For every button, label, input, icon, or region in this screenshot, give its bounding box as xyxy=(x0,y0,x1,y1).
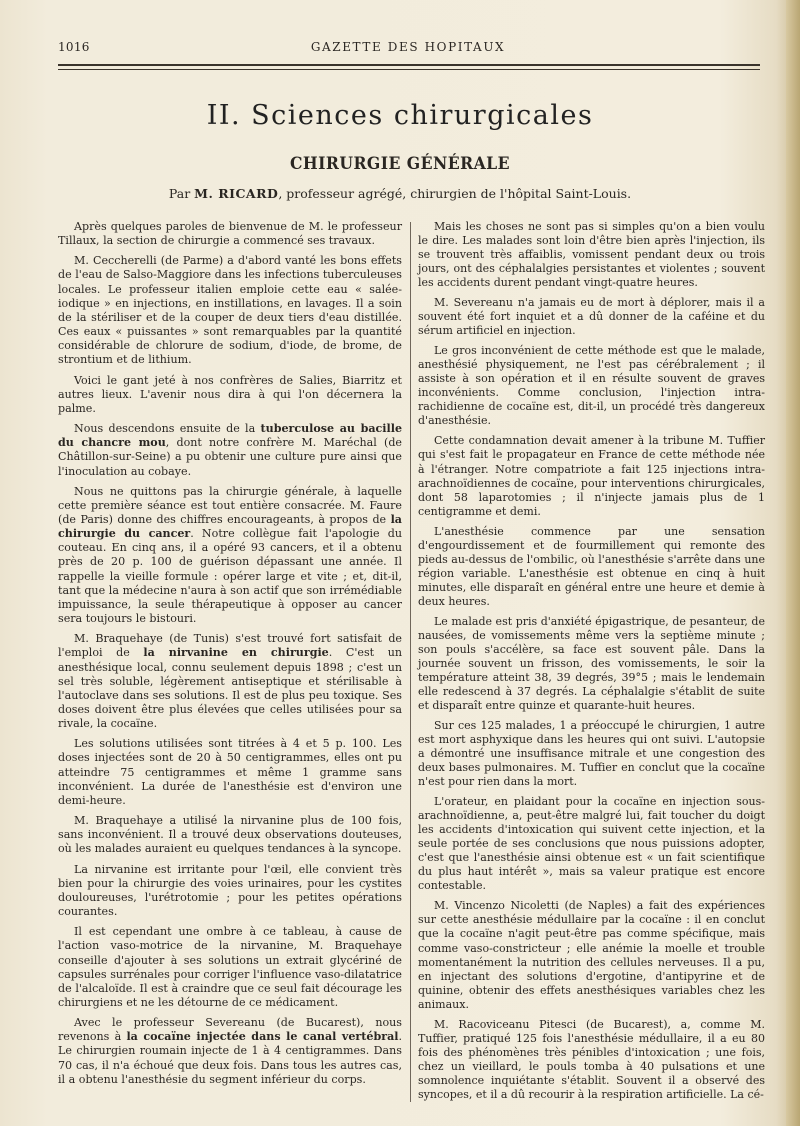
page-edge xyxy=(786,0,800,1126)
paragraph-text: . Le chirurgien roumain injecte de 1 à 4 centigrammes. Dans 70 cas, il n'a échoué que deux fois. Dans tous les autres cas, il a obtenu l'anesthésie du segment inférieur du corps. xyxy=(58,1030,402,1086)
paragraph-text: Nous ne quittons pas la chirurgie générale, à laquelle cette première séance est tout entière consacrée. M. Faure (de Paris) donne des chiffres encourageants, à propos de xyxy=(58,484,402,526)
paragraph-bold-topic: la nirvanine en chirurgie xyxy=(143,646,329,660)
journal-title: GAZETTE DES HOPITAUX xyxy=(310,40,506,54)
byline-affiliation: , professeur agrégé, chirurgien de l'hôpital Saint-Louis. xyxy=(278,186,632,201)
paragraph: M. Severeanu n'a jamais eu de mort à déplorer, mais il a souvent été fort inquiet et a dû donner de la caféine et du sérum artificiel en injection. xyxy=(418,296,765,338)
paragraph: La nirvanine est irritante pour l'œil, elle convient très bien pour la chirurgie des voies urinaires, pour les cystites douloureuses, l'urétrotomie ; pour les petites opérations courantes. xyxy=(58,862,402,919)
paragraph: M. Racoviceanu Pitesci (de Bucarest), a, comme M. Tuffier, pratiqué 125 fois l'anesthésie médullaire, il a eu 80 fois des phénomènes très pénibles d'intoxication ; une fois, chez un vieillard, le pouls tomba à 40 pulsations et une somnolence inquiétante s'établit. Souvent il a observé des syncopes, et il a dû recourir à la respiration artificielle. La cé- xyxy=(418,1017,765,1101)
paragraph-text: , dont notre confrère M. Maréchal (de Châtillon-sur-Seine) a pu obtenir une culture pure ainsi que l'inoculation au cobaye. xyxy=(58,436,403,478)
paragraph-text: Nous descendons ensuite de la xyxy=(74,422,261,436)
paragraph xyxy=(58,632,402,731)
running-header xyxy=(58,40,778,58)
paragraph-text: . C'est un anesthésique local, connu seulement depuis 1898 ; c'est un sel très soluble, légèrement antiseptique et stérilisable à l'autoclave dans ses solutions. Il est de plus peu toxique. Ses doses doivent être plus élevées que celles utilisées pour sa rivale, la cocaïne. xyxy=(58,646,402,731)
paragraph-text: Avec le professeur Severeanu (de Bucarest), nous revenons à xyxy=(58,1016,402,1044)
paragraph-bold-topic: tuberculose au bacille du chancre mou xyxy=(58,422,403,450)
paragraph: Mais les choses ne sont pas si simples qu'on a bien voulu le dire. Les malades sont loin d'être bien après l'injection, ils se trouvent très affaiblis, vomissent pendant deux ou trois jours, ont des céphalalgies persistantes et violentes ; souvent les accidents durent pendant vingt-quatre heures. xyxy=(418,220,765,290)
header-rule-thick xyxy=(58,64,760,66)
paragraph xyxy=(58,1016,402,1087)
paragraph: Il est cependant une ombre à ce tableau, à cause de l'action vaso-motrice de la nirvanine, M. Braquehaye conseille d'ajouter à ses solutions un extrait glycériné de capsules surrénales pour corriger l'influence vaso-dilatatrice de l'alcaloïde. Il est à craindre que ce seul fait décourage les chirurgiens et ne les détourne de ce médicament. xyxy=(58,925,402,1009)
paragraph: M. Vincenzo Nicoletti (de Naples) a fait des expériences sur cette anesthésie médullaire par la cocaïne : il en conclut que la cocaïne n'agit peut-être pas comme spécifique, mais comme vaso-constricteur ; elle anémie la moelle et trouble momentanément la nutrition des cellules nerveuses. Il a pu, en injectant des solutions d'ergotine, d'antipyrine et de quinine, obtenir des effets anesthésiques variables chez les animaux. xyxy=(418,899,765,1011)
paragraph xyxy=(58,422,402,479)
paragraph: L'anesthésie commence par une sensation d'engourdissement et de fourmillement qui remonte des pieds au-dessus de l'ombilic, où l'anesthésie s'arrête dans une région variable. L'anesthésie est obtenue en cinq à huit minutes, elle disparaît en général entre une heure et demie à deux heures. xyxy=(418,524,765,608)
paragraph: Après quelques paroles de bienvenue de M. le professeur Tillaux, la section de chirurgie a commencé ses travaux. xyxy=(58,220,402,248)
right-column xyxy=(418,220,765,1108)
paragraph: Voici le gant jeté à nos confrères de Salies, Biarritz et autres lieux. L'avenir nous dira à qui l'on décernera la palme. xyxy=(58,373,402,415)
section-title: II. Sciences chirurgicales xyxy=(206,100,594,131)
paragraph: Le malade est pris d'anxiété épigastrique, de pesanteur, de nausées, de vomissements même vers la septième minute ; son pouls s'accélère, sa face est souvent pâle. Dans la journée souvent un frisson, des vomissements, le soir la température atteint 38, 39 degrés, 39°5 ; mais le lendemain elle redescend à 37 degrés. La céphalalgie s'établit de suite et disparaît entre quinze et quarante-huit heures. xyxy=(418,614,765,712)
paragraph xyxy=(58,485,402,627)
header-rule-thin xyxy=(58,69,760,70)
paragraph-text: . Notre collègue fait l'apologie du couteau. En cinq ans, il a opéré 93 cancers, et il a obtenu près de 20 p. 100 de guérison dépassant une année. Il rappelle la vieille formule : opérer large et vite ; et, dit-il, tant que la médecine n'aura à son actif que son irrémédiable impuissance, la seule thérapeutique à opposer au cancer sera toujours le bistouri. xyxy=(58,527,402,626)
byline-author: M. RICARD xyxy=(194,186,279,201)
paragraph: Sur ces 125 malades, 1 a préoccupé le chirurgien, 1 autre est mort asphyxique dans les heures qui ont suivi. L'autopsie a démontré une insuffisance mitrale et une congestion des deux bases pulmonaires. M. Tuffier en conclut que la cocaïne n'est pour rien dans la mort. xyxy=(418,719,765,789)
paragraph: M. Ceccherelli (de Parme) a d'abord vanté les bons effets de l'eau de Salso-Maggiore dans les infections tuberculeuses locales. Le professeur italien emploie cette eau « salée-iodique » en injections, en instillations, en lavages. Il a soin de la stériliser et de la couper de deux tiers d'eau distillée. Ces eaux « puissantes » sont remarquables par la quantité considérable de chlorure de sodium, d'iode, de brome, de strontium et de lithium. xyxy=(58,254,402,367)
column-divider xyxy=(410,222,411,1102)
paragraph-bold-topic: la cocaïne injectée dans le canal vertébral xyxy=(126,1030,399,1044)
left-column xyxy=(58,220,402,1093)
paragraph: Les solutions utilisées sont titrées à 4 et 5 p. 100. Les doses injectées sont de 20 à 50 centigrammes, elles ont pu atteindre 75 centigrammes et même 1 gramme sans inconvénient. La durée de l'anesthésie est d'environ une demi-heure. xyxy=(58,737,402,807)
byline-prefix: Par xyxy=(168,186,191,201)
byline xyxy=(0,186,800,201)
article-subtitle: CHIRURGIE GÉNÉRALE xyxy=(289,154,511,174)
paragraph: L'orateur, en plaidant pour la cocaïne en injection sous-arachnoïdienne, a, peut-être malgré lui, fait toucher du doigt les accidents d'intoxication qui suivent cette injection, et la seule portée de ses conclusions que nous puissions adopter, c'est que l'anesthésie ainsi obtenue est « un fait scientifique du plus haut intérêt », mais sa valeur pratique est encore contestable. xyxy=(418,795,765,893)
page-number: 1016 xyxy=(58,40,90,54)
paragraph: Cette condamnation devait amener à la tribune M. Tuffier qui s'est fait le propagateur en France de cette méthode née à l'étranger. Notre compatriote a fait 125 injections intra-arachnoïdiennes de cocaïne, pour interventions chirurgicales, dont 58 laparotomies ; il n'injecte jamais plus de 1 centigramme et demi. xyxy=(418,434,765,518)
paragraph: Le gros inconvénient de cette méthode est que le malade, anesthésié physiquement, ne l'est pas cérébralement ; il assiste à son opération et il en résulte souvent de graves inconvénients. Comme conclusion, l'injection intra-rachidienne de cocaïne est, dit-il, un procédé très dangereux d'anesthésie. xyxy=(418,344,765,428)
paragraph-text: M. Braquehaye (de Tunis) s'est trouvé fort satisfait de l'emploi de xyxy=(58,632,402,660)
paragraph: M. Braquehaye a utilisé la nirvanine plus de 100 fois, sans inconvénient. Il a trouvé deux observations douteuses, où les malades auraient eu quelques tendances à la syncope. xyxy=(58,814,402,856)
paragraph-bold-topic: la chirurgie du cancer xyxy=(58,512,402,541)
